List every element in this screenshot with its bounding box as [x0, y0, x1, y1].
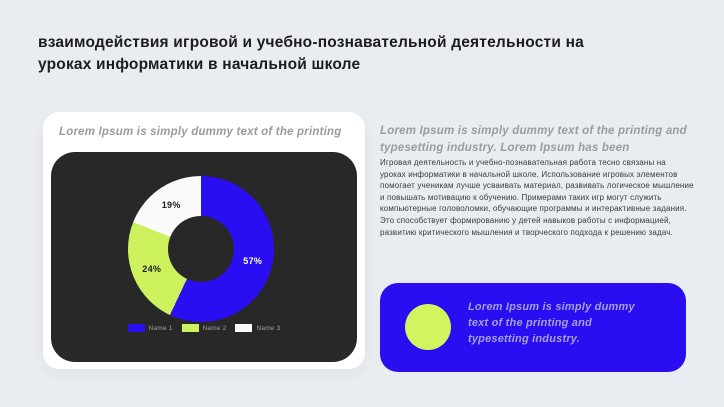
donut-slice-label: 24% [142, 263, 162, 274]
body-paragraph: Игровая деятельность и учебно-познавательная работа тесно связаны на уроках информатики в начальной школе. Использование игровых элементов помогает ученикам лучше усваивать материал, развивать логическое мышление и повышать мотивацию к обучению. Примерами таких игр могут служить компьютерные головоломки, обучающие программы и интерактивные задания. Это способствует формированию у детей навыков работы с информацией, развитию критического мышления и творческого подхода к решению задач. [380, 158, 694, 237]
accent-circle-icon [405, 304, 451, 350]
legend-item [128, 324, 173, 332]
legend-swatch-icon [182, 324, 199, 332]
chart-panel [51, 152, 357, 362]
legend-label: Name 2 [202, 324, 227, 332]
legend-label: Name 3 [256, 324, 281, 332]
chart-legend [51, 324, 357, 332]
slide-title: взаимодействия игровой и учебно-познавательной деятельности на уроках информатики в начальной школе [38, 34, 584, 74]
legend-item [182, 324, 227, 332]
callout-card [380, 283, 686, 372]
right-heading: Lorem Ipsum is simply dummy text of the printing and typesetting industry. Lorem Ipsum has been [380, 125, 687, 154]
donut-slice-label: 19% [161, 200, 181, 211]
donut-chart [128, 176, 274, 322]
chart-card [43, 112, 365, 369]
legend-swatch-icon [235, 324, 252, 332]
callout-text: Lorem Ipsum is simply dummy text of the printing and typesetting industry. [468, 301, 635, 345]
donut-slice-label: 57% [243, 255, 263, 266]
donut-hole [168, 216, 234, 282]
legend-swatch-icon [128, 324, 145, 332]
chart-card-heading: Lorem Ipsum is simply dummy text of the printing [59, 126, 342, 138]
legend-item [235, 324, 280, 332]
legend-label: Name 1 [148, 324, 173, 332]
